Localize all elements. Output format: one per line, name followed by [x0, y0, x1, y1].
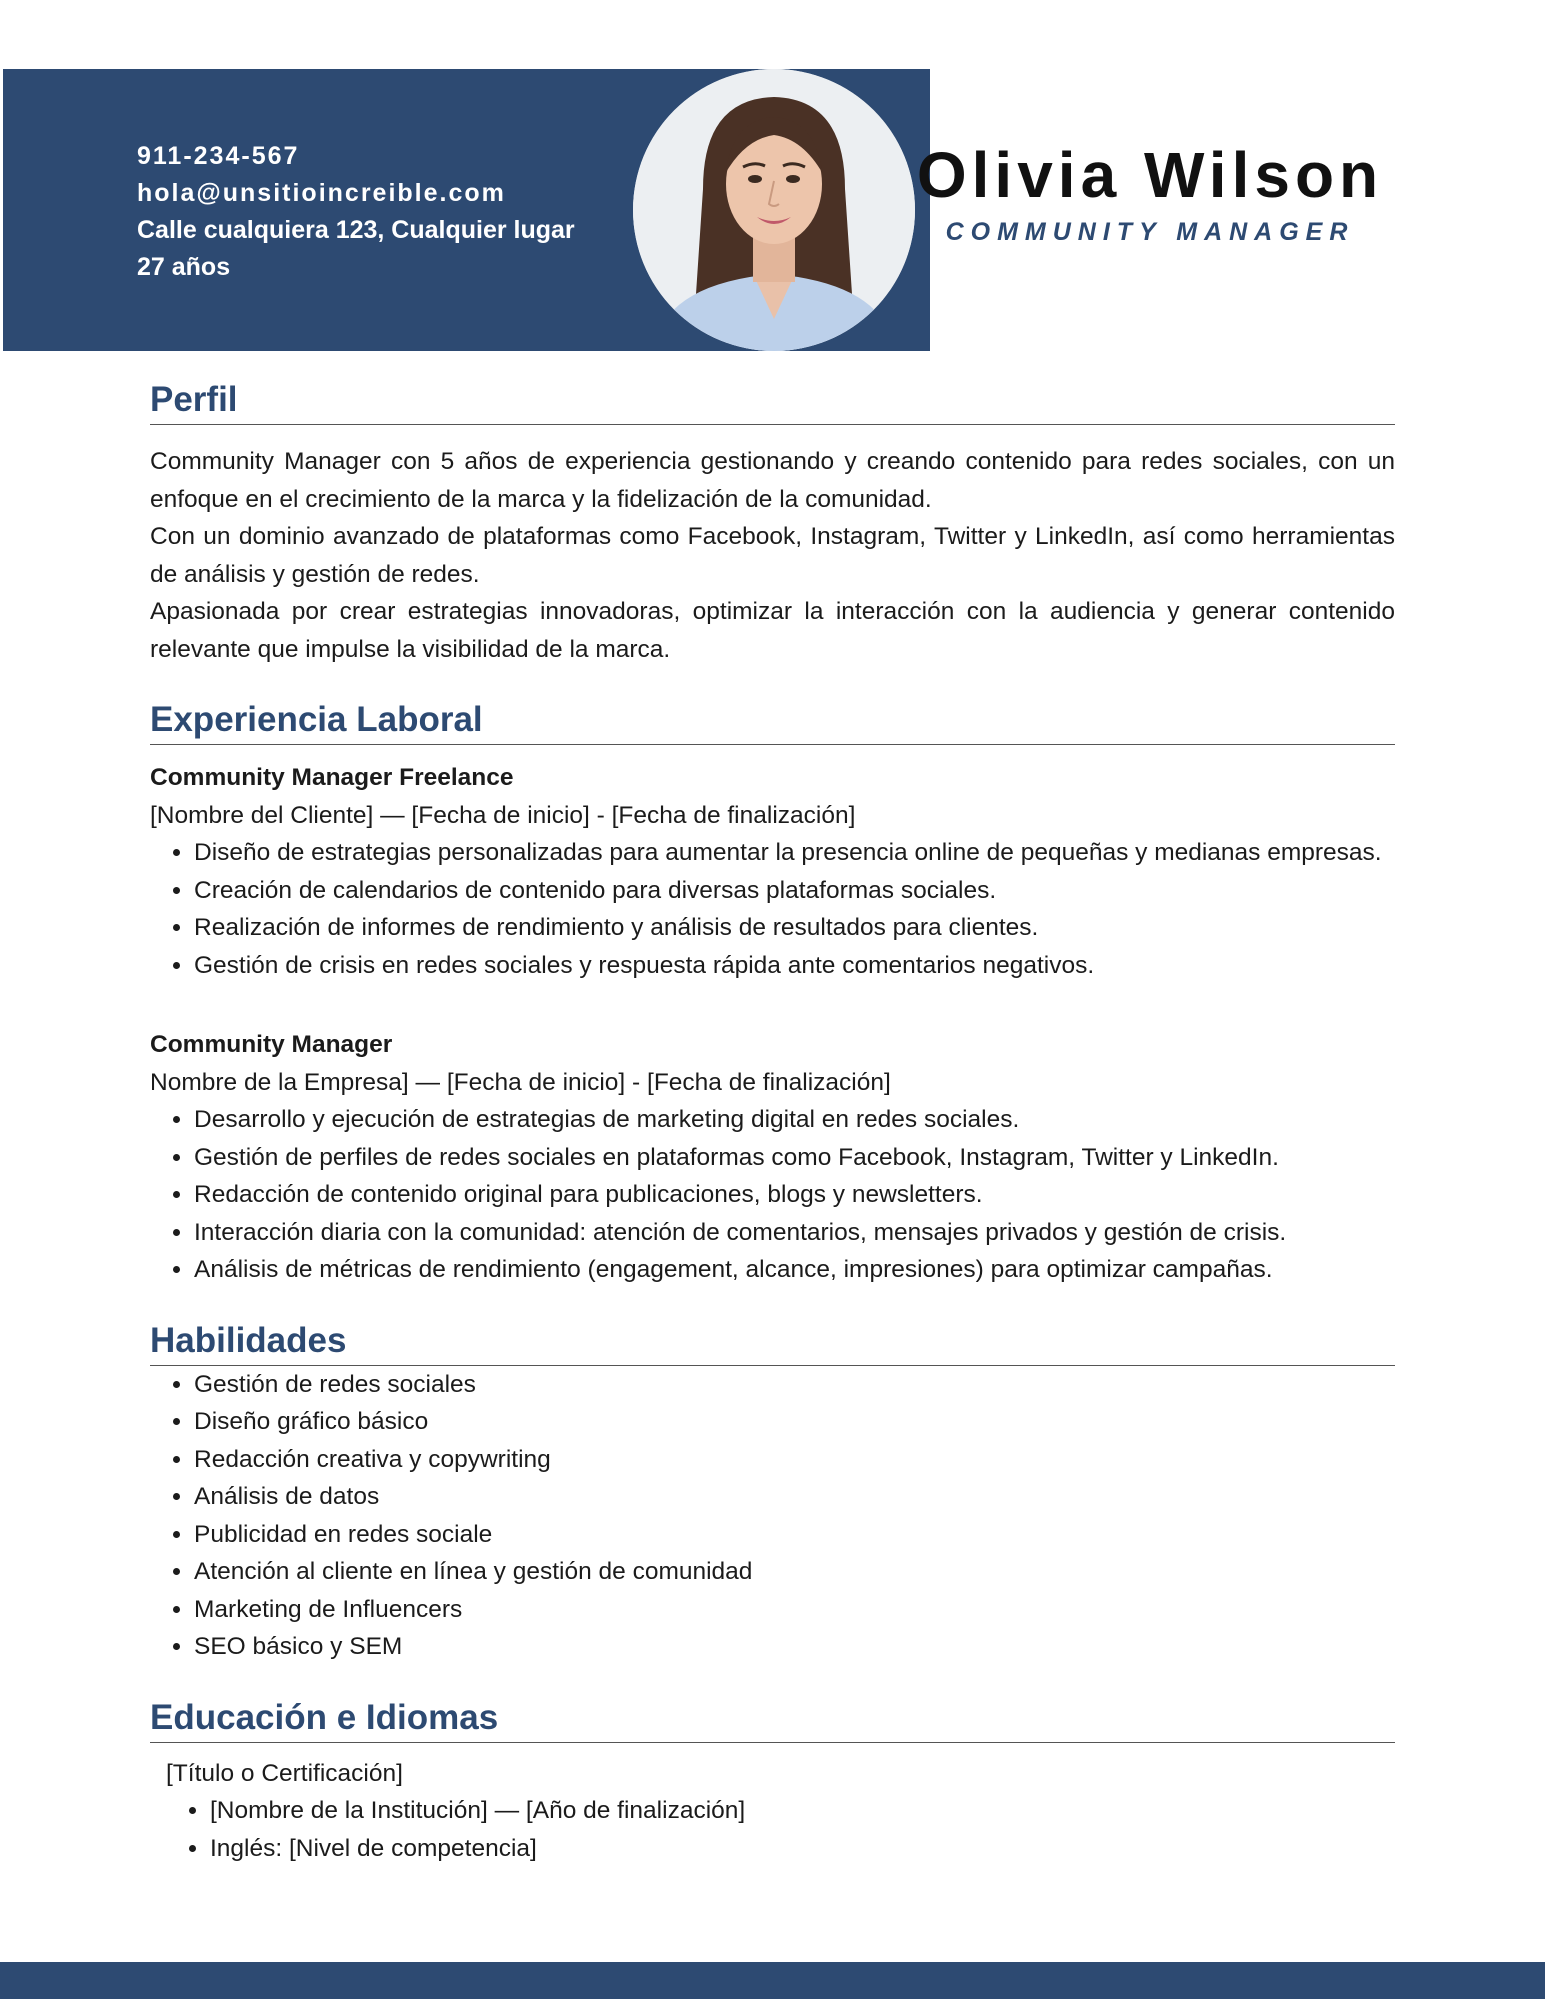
address-text: Calle cualquiera 123, Cualquier lugar	[137, 216, 575, 244]
job-meta: Nombre de la Empresa] — [Fecha de inicio] - [Fecha de finalización]	[150, 1068, 891, 1096]
list-item: • Gestión de redes sociales	[194, 1366, 1395, 1404]
profile-photo	[633, 69, 915, 351]
job-bullets	[150, 1101, 1395, 1289]
candidate-name: Olivia Wilson	[916, 139, 1384, 211]
list-item: • Gestión de perfiles de redes sociales en plataformas como Facebook, Instagram, Twitter y LinkedIn.	[194, 1139, 1395, 1177]
list-item: • Realización de informes de rendimiento y análisis de resultados para clientes.	[194, 909, 1395, 947]
list-item: • Publicidad en redes sociale	[194, 1516, 1395, 1554]
resume-body	[150, 378, 1395, 1867]
profile-paragraph: Community Manager con 5 años de experiencia gestionando y creando contenido para redes sociales, con un enfoque en el crecimiento de la marca y la fidelización de la comunidad.	[150, 448, 1395, 513]
list-item: • SEO básico y SEM	[194, 1628, 1395, 1666]
list-item: • Diseño gráfico básico	[194, 1403, 1395, 1441]
phone-text: 911-234-567	[137, 142, 300, 170]
education-list	[150, 1792, 1395, 1867]
list-item: • Análisis de métricas de rendimiento (engagement, alcance, impresiones) para optimizar campañas.	[194, 1251, 1395, 1289]
list-item: • Atención al cliente en línea y gestión de comunidad	[194, 1553, 1395, 1591]
list-item: • Creación de calendarios de contenido para diversas plataformas sociales.	[194, 872, 1395, 910]
section-title-experience: Experiencia Laboral	[150, 698, 1395, 745]
experience-section	[150, 698, 1395, 1289]
job-meta: [Nombre del Cliente] — [Fecha de inicio] - [Fecha de finalización]	[150, 801, 856, 829]
job-title: Community Manager	[150, 1031, 393, 1058]
profile-section	[150, 378, 1395, 668]
education-section	[150, 1696, 1395, 1868]
email-text: hola@unsitioincreible.com	[137, 179, 506, 207]
job-title: Community Manager Freelance	[150, 764, 514, 791]
contact-info	[137, 138, 637, 286]
profile-paragraph: Apasionada por crear estrategias innovadoras, optimizar la interacción con la audiencia y generar contenido relevante que impulse la visibilidad de la marca.	[150, 598, 1395, 663]
list-item: • Diseño de estrategias personalizadas para aumentar la presencia online de pequeñas y medianas empresas.	[194, 834, 1395, 872]
list-item: • Análisis de datos	[194, 1478, 1395, 1516]
woman-portrait-icon	[633, 69, 915, 351]
list-item: • Inglés: [Nivel de competencia]	[210, 1830, 1395, 1868]
list-item: • Interacción diaria con la comunidad: atención de comentarios, mensajes privados y gestión de crisis.	[194, 1214, 1395, 1252]
education-degree: [Título o Certificación]	[166, 1759, 403, 1787]
list-item: • Redacción creativa y copywriting	[194, 1441, 1395, 1479]
job-bullets	[150, 834, 1395, 984]
section-title-profile: Perfil	[150, 378, 1395, 425]
list-item: • Desarrollo y ejecución de estrategias de marketing digital en redes sociales.	[194, 1101, 1395, 1139]
age-text: 27 años	[137, 253, 231, 281]
list-item: • Redacción de contenido original para publicaciones, blogs y newsletters.	[194, 1176, 1395, 1214]
list-item: • [Nombre de la Institución] — [Año de finalización]	[210, 1792, 1395, 1830]
candidate-role: COMMUNITY MANAGER	[945, 218, 1355, 246]
skills-section	[150, 1319, 1395, 1666]
skills-list	[150, 1366, 1395, 1666]
section-title-skills: Habilidades	[150, 1319, 1395, 1366]
footer-band	[0, 1962, 1545, 1999]
list-item: • Gestión de crisis en redes sociales y respuesta rápida ante comentarios negativos.	[194, 947, 1395, 985]
list-item: • Marketing de Influencers	[194, 1591, 1395, 1629]
profile-paragraph: Con un dominio avanzado de plataformas como Facebook, Instagram, Twitter y LinkedIn, así como herramientas de análisis y gestión de redes.	[150, 523, 1395, 588]
section-title-education: Educación e Idiomas	[150, 1696, 1395, 1743]
